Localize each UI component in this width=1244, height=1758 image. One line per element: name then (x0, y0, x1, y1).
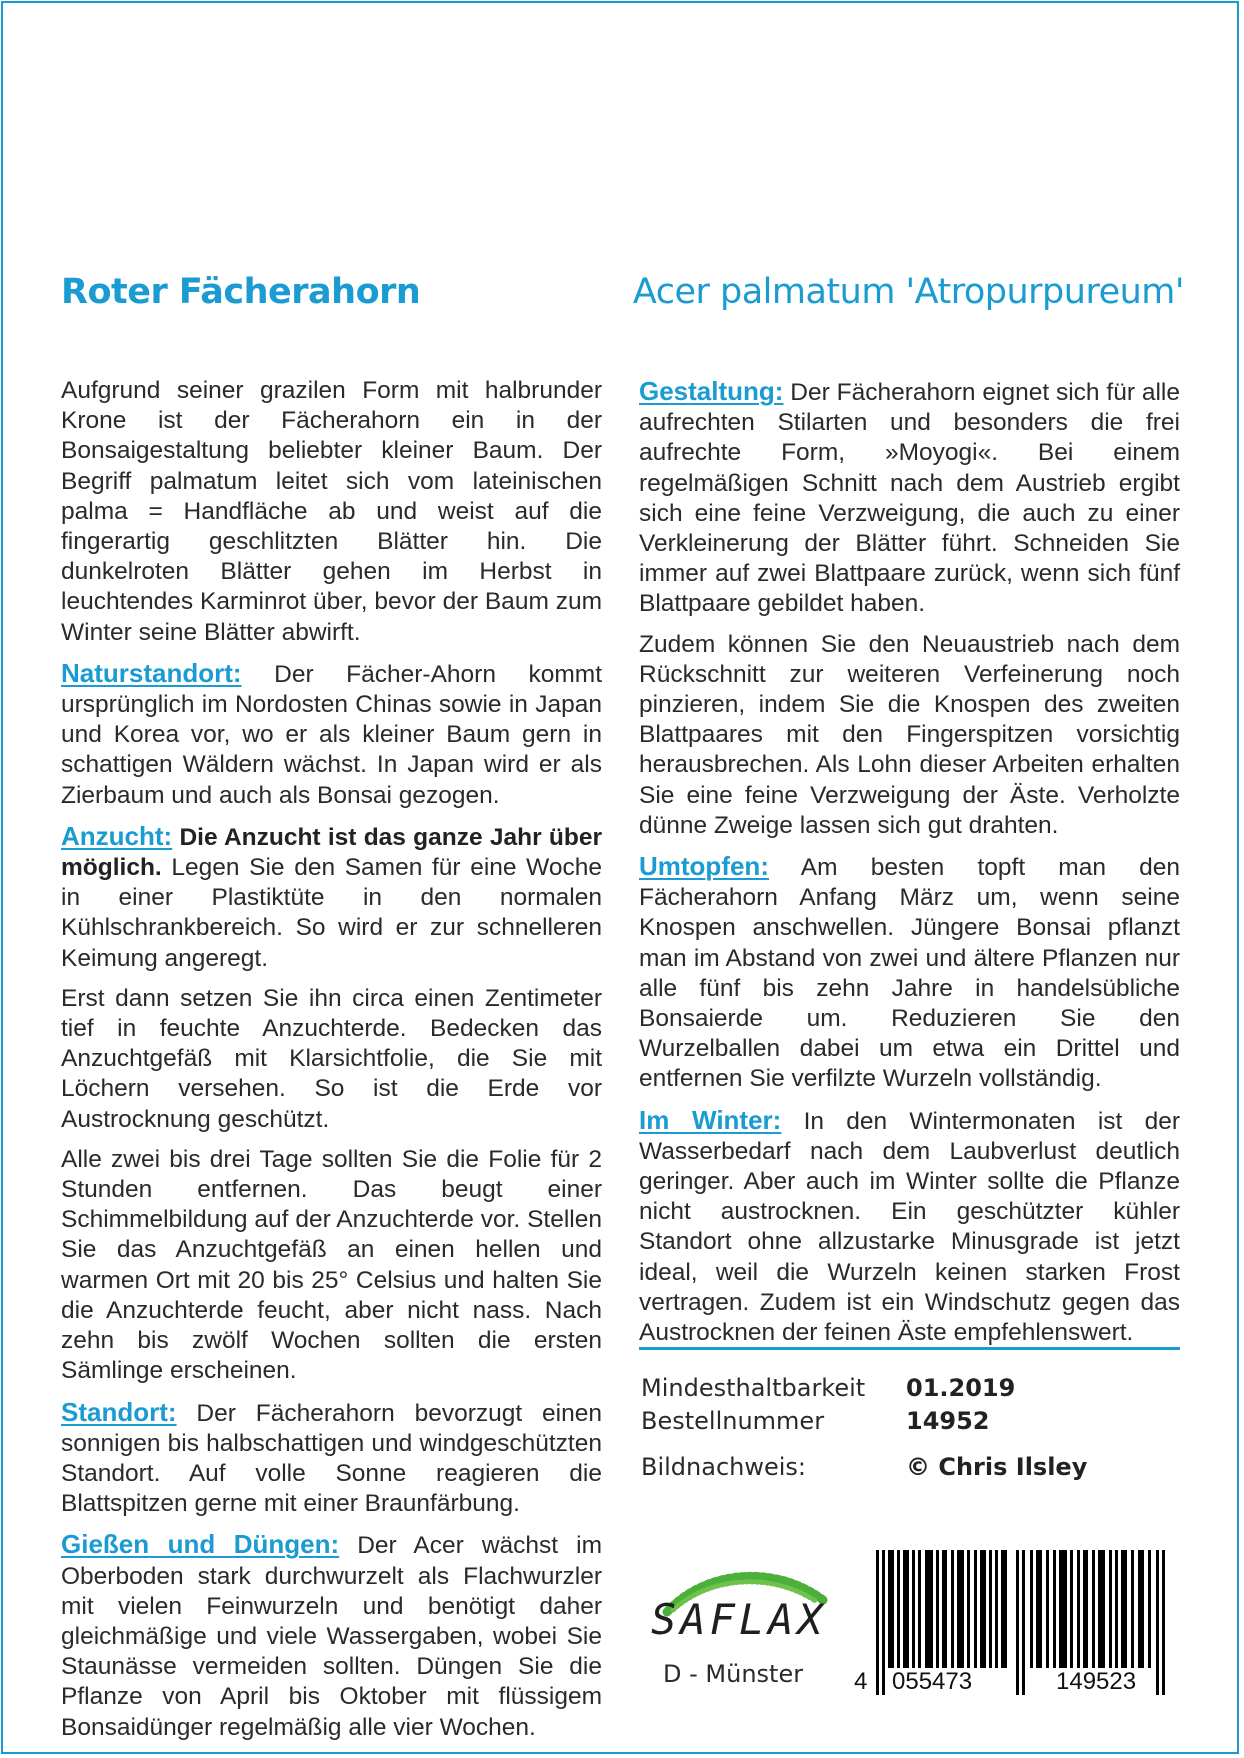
barcode-group-left: 055473 (892, 1668, 973, 1695)
standort-section (61, 1397, 602, 1520)
gestaltung-paragraph-2: Zudem können Sie den Neuaustrieb nach dem Rückschnitt zur weiteren Verfeinerung noch pinzieren, indem Sie die Knospen des zweiten Blattpaares mit den Fingerspitzen vorsichtig herausbrechen. Als Lohn dieser Arbeiten erhalten Sie eine feine Verzweigung der Äste. Verholzte dünne Zweige lassen sich gut drahten. (639, 630, 1180, 839)
winter-text: In den Wintermonaten ist der Wasserbedarf nach dem Laubverlust deutlich geringer. Aber auch im Winter sollte die Pflanze nicht austrocknen. Ein geschützter kühler Standort ohne allzustarke Minusgrade ist jetzt ideal, weil die Wurzeln keinen starken Frost vertragen. Zudem ist ein Windschutz gegen das Austrocknen der feinen Äste empfehlenswert. (639, 1107, 1180, 1347)
giessen-heading: Gießen und Düngen: (61, 1529, 340, 1560)
anzucht-text: Legen Sie den Samen für eine Woche in einer Plastiktüte in den normalen Kühlschrankbereich. So wird er zur schnelleren Keimung angeregt. (61, 854, 602, 972)
anzucht-heading: Anzucht: (61, 820, 173, 851)
umtopfen-heading: Umtopfen: (639, 851, 769, 882)
saflax-logo: SAFLAX (651, 1595, 827, 1644)
anzucht-paragraph-3: Alle zwei bis drei Tage sollten Sie die Folie für 2 Stunden entfernen. Das beugt einer Schimmelbildung auf der Anzuchterde vor. Stellen Sie das Anzuchtgefäß an einen hellen und warmen Ort mit 20 bis 25° Celsius und halten Sie die Anzuchterde feucht, aber nicht nass. Nach zehn bis zwölf Wochen sollten die ersten Sämlinge erscheinen. (61, 1145, 602, 1385)
naturstandort-section (61, 658, 602, 811)
naturstandort-heading: Naturstandort: (61, 657, 242, 688)
logo-city: D - Münster (663, 1660, 804, 1688)
mhd-label: Mindesthaltbarkeit (641, 1374, 866, 1402)
giessen-section (61, 1529, 602, 1742)
section-divider (639, 1347, 1180, 1350)
umtopfen-text: Am besten topft man den Fächerahorn Anfang März um, wenn seine Knospen anschwellen. Jüngere Bonsai pflanzt man im Abstand von zwei und ältere Pflanzen nur alle fünf bis zehn Jahre in handelsübliche Bonsaierde um. Reduzieren Sie den Wurzelballen dabei um etwa ein Drittel und entfernen Sie verfilzte Wurzeln vollständig. (639, 854, 1180, 1093)
common-name-title: Roter Fächerahorn (61, 272, 421, 312)
standort-text: Der Fächerahorn bevorzugt einen sonnigen bis halbschattigen und windgeschützten Standort. Auf volle Sonne reagieren die Blattspitzen gerne mit einer Braunfärbung. (61, 1399, 602, 1518)
gestaltung-heading: Gestaltung: (639, 376, 784, 406)
bestell-value: 14952 (906, 1407, 990, 1435)
mhd-value: 01.2019 (906, 1374, 1016, 1402)
barcode-digit-first: 4 (854, 1668, 868, 1695)
intro-paragraph: Aufgrund seiner grazilen Form mit halbrunder Krone ist der Fächerahorn ein in der Bonsaigestaltung beliebter kleiner Baum. Der Begriff palmatum leitet sich vom lateinischen palma = Handfläche ab und weist auf die fingerartig geschlitzten Blätter hin. Die dunkelroten Blätter gehen im Herbst in leuchtendes Karminrot über, bevor der Baum zum Winter seine Blätter abwirft. (61, 377, 602, 646)
naturstandort-text: Der Fächer-Ahorn kommt ursprünglich im Nordosten Chinas sowie in Japan und Korea vor, wo er als kleiner Baum gern in schattigen Wäldern wächst. In Japan wird er als Zierbaum und auch als Bonsai gezogen. (61, 660, 602, 809)
gestaltung-section (639, 376, 1180, 620)
gestaltung-text: Der Fächerahorn eignet sich für alle aufrechten Stilarten und besonders die frei aufrechte Form, »Moyogi«. Bei einem regelmäßigen Schnitt nach dem Austrieb ergibt sich eine feine Verzweigung, die auch zu einer Verkleinerung der Blätter führt. Schneiden Sie immer auf zwei Blattpaare zurück, wenn sich fünf Blattpaare gebildet haben. (639, 379, 1180, 618)
bestell-label: Bestellnummer (641, 1407, 825, 1435)
winter-section (639, 1105, 1180, 1349)
latin-name-title: Acer palmatum 'Atropurpureum' (632, 272, 1184, 312)
right-column (639, 376, 1180, 1358)
barcode-group-right: 149523 (1056, 1668, 1137, 1695)
winter-heading: Im Winter: (639, 1104, 782, 1135)
bild-label: Bildnachweis: (641, 1453, 807, 1481)
anzucht-paragraph-2: Erst dann setzen Sie ihn circa einen Zentimeter tief in feuchte Anzuchterde. Bedecken das Anzuchtgefäß mit Klarsichtfolie, die Sie mit Löchern versehen. So ist die Erde vor Austrocknung geschützt. (61, 984, 602, 1133)
bild-value: © Chris Ilsley (906, 1453, 1088, 1481)
left-column (61, 376, 602, 1753)
giessen-text: Der Acer wächst im Oberboden stark durchwurzelt als Flachwurzler mit vielen Feinwurzeln und benötigt daher gleichmäßige und viele Wassergaben, wobei Sie Staunässe vermeiden sollten. Düngen Sie die Pflanze von April bis Oktober mit flüssigem Bonsaidünger regelmäßig alle vier Wochen. (61, 1532, 602, 1741)
anzucht-section (61, 821, 602, 974)
anzucht-bold-text: Die Anzucht ist das ganze Jahr über möglich. (61, 823, 602, 882)
umtopfen-section (639, 851, 1180, 1095)
standort-heading: Standort: (61, 1396, 177, 1427)
